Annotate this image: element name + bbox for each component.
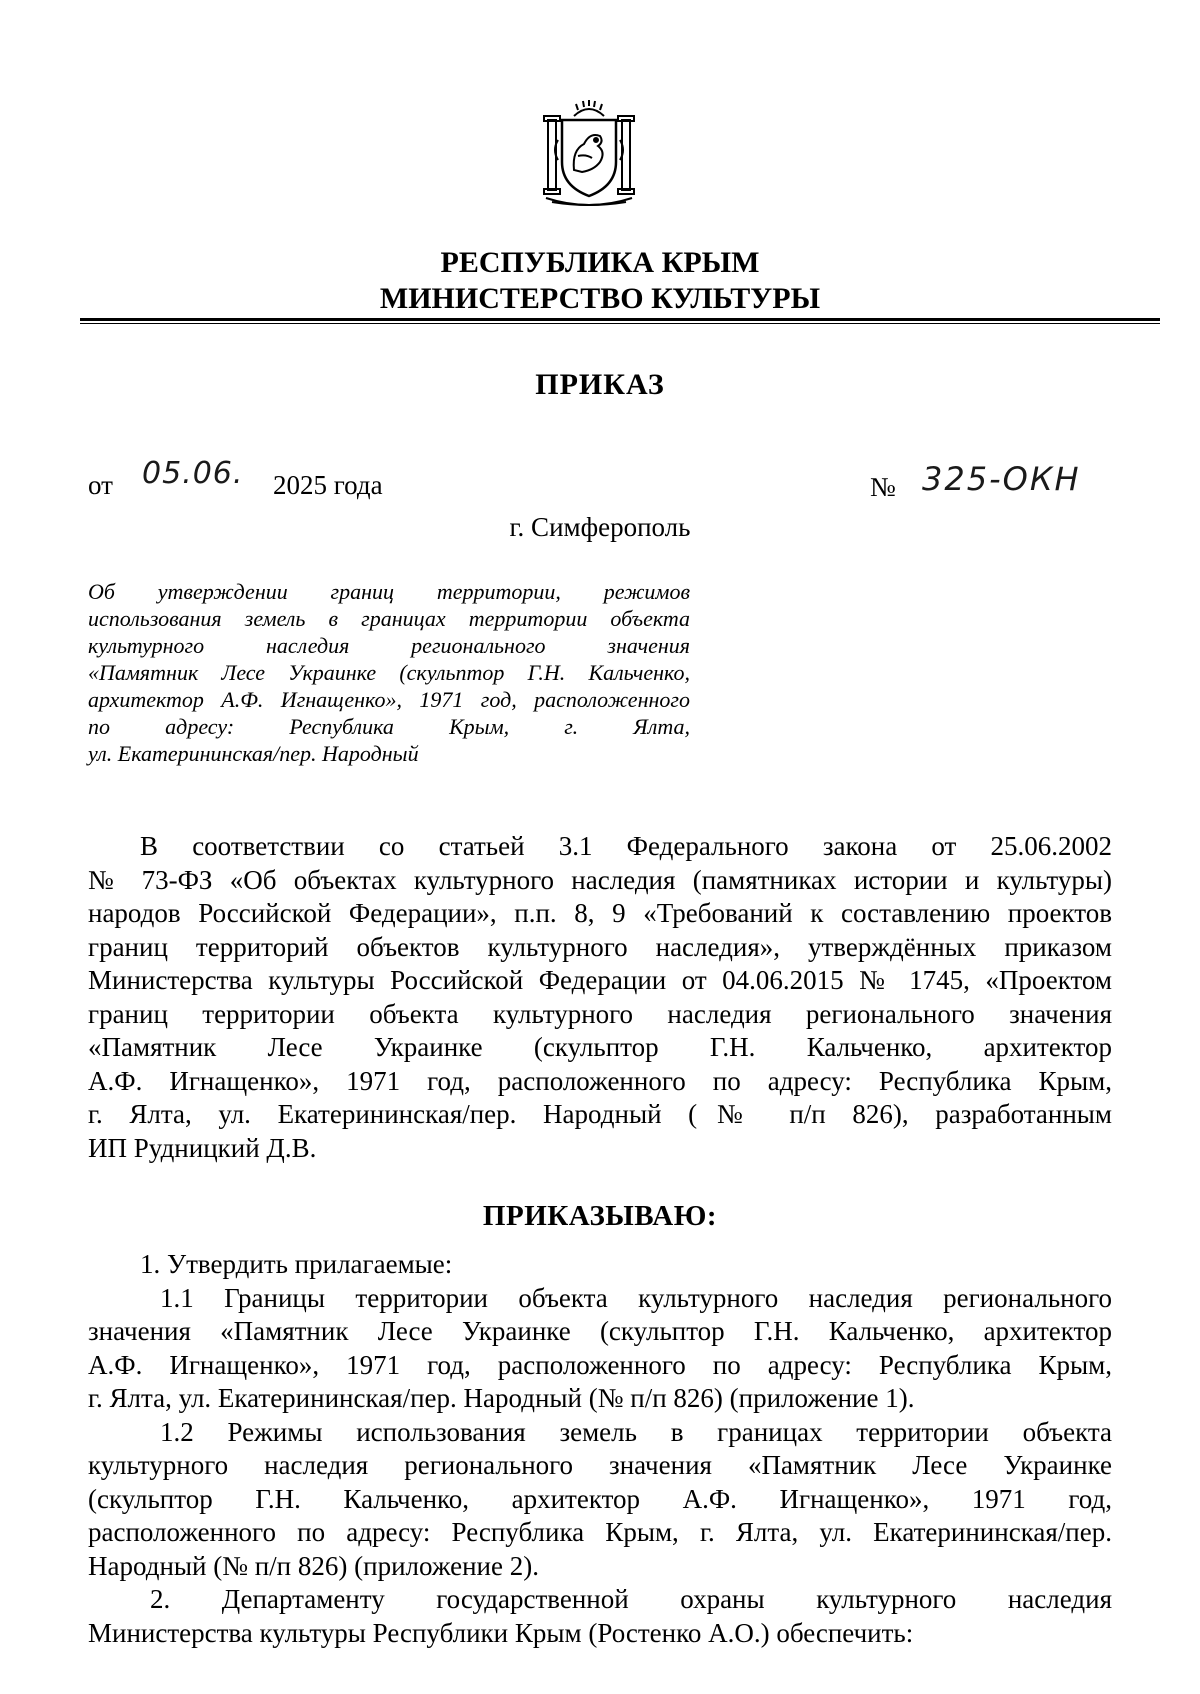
preamble-line: ИП Рудницкий Д.В. (88, 1132, 317, 1163)
preamble-line: границ территории объекта культурного наследия регионального значения (88, 998, 1112, 1029)
date-prefix: от (88, 470, 113, 500)
subject-line: по адресу: Республика Крым, г. Ялта, (88, 714, 690, 739)
item-line: значения «Памятник Лесе Украинке (скульптор Г.Н. Кальченко, архитектор (88, 1316, 1112, 1346)
item-line: 1.2 Режимы использования земель в границах территории объекта (160, 1416, 1112, 1447)
order-items (88, 1248, 1112, 1650)
item-line: А.Ф. Игнащенко», 1971 год, расположенного по адресу: Республика Крым, (88, 1349, 1112, 1380)
subject-line: Об утверждении границ территории, режимов (88, 579, 690, 604)
item-line: 2. Департаменту государственной охраны культурного наследия (150, 1584, 1112, 1614)
item-line: Народный (№ п/п 826) (приложение 2). (88, 1550, 539, 1581)
item-line: культурного наследия регионального значения «Памятник Лесе Украинке (88, 1450, 1112, 1480)
item-line: Министерства культуры Республики Крым (Ростенко А.О.) обеспечить: (88, 1617, 914, 1648)
subject-line: ул. Екатерининская/пер. Народный (88, 741, 419, 766)
handwritten-date: 05.06. (142, 456, 244, 491)
header-divider (80, 318, 1160, 321)
item-line: 1.1 Границы территории объекта культурного наследия регионального (160, 1282, 1112, 1313)
subject-line: культурного наследия регионального значения (88, 633, 690, 658)
document-type: ПРИКАЗ (535, 368, 665, 401)
preamble-line: г. Ялта, ул. Екатерининская/пер. Народный (№ п/п 826), разработанным (88, 1099, 1112, 1129)
crimea-coat-of-arms-icon (534, 100, 644, 208)
preamble-line: № 73-ФЗ «Об объектах культурного наследия (памятниках истории и культуры) (88, 864, 1112, 895)
item-line: расположенного по адресу: Республика Крым, г. Ялта, ул. Екатерининская/пер. (88, 1517, 1112, 1547)
header-ministry: МИНИСТЕРСТВО КУЛЬТУРЫ (379, 282, 821, 315)
header-republic: РЕСПУБЛИКА КРЫМ (440, 246, 760, 279)
header-divider-thin (80, 323, 1160, 324)
item-line: (скульптор Г.Н. Кальченко, архитектор А.Ф. Игнащенко», 1971 год, (88, 1483, 1112, 1514)
preamble-line: В соответствии со статьей 3.1 Федерального закона от 25.06.2002 (140, 831, 1112, 861)
preamble (88, 830, 1112, 1165)
date-year: 2025 года (273, 470, 383, 500)
order-subject (88, 578, 690, 767)
preamble-line: народов Российской Федерации», п.п. 8, 9 «Требований к составлению проектов (88, 898, 1112, 928)
order-word: ПРИКАЗЫВАЮ: (482, 1200, 718, 1232)
subject-line: архитектор А.Ф. Игнащенко», 1971 год, расположенного (88, 687, 690, 712)
subject-line: использования земель в границах территории объекта (88, 606, 690, 631)
preamble-line: границ территорий объектов культурного наследия», утверждённых приказом (88, 931, 1112, 962)
number-sign: № (870, 472, 896, 502)
handwritten-number: 325-ОКН (922, 460, 1081, 498)
preamble-line: «Памятник Лесе Украинке (скульптор Г.Н. Кальченко, архитектор (88, 1032, 1112, 1062)
subject-line: «Памятник Лесе Украинке (скульптор Г.Н. Кальченко, (88, 660, 690, 685)
preamble-line: Министерства культуры Российской Федерации от 04.06.2015 № 1745, «Проектом (88, 965, 1112, 995)
item-line: 1. Утвердить прилагаемые: (140, 1249, 453, 1279)
city: г. Симферополь (509, 512, 691, 542)
item-line: г. Ялта, ул. Екатерининская/пер. Народный (№ п/п 826) (приложение 1). (88, 1383, 915, 1413)
preamble-line: А.Ф. Игнащенко», 1971 год, расположенного по адресу: Республика Крым, (88, 1065, 1112, 1096)
